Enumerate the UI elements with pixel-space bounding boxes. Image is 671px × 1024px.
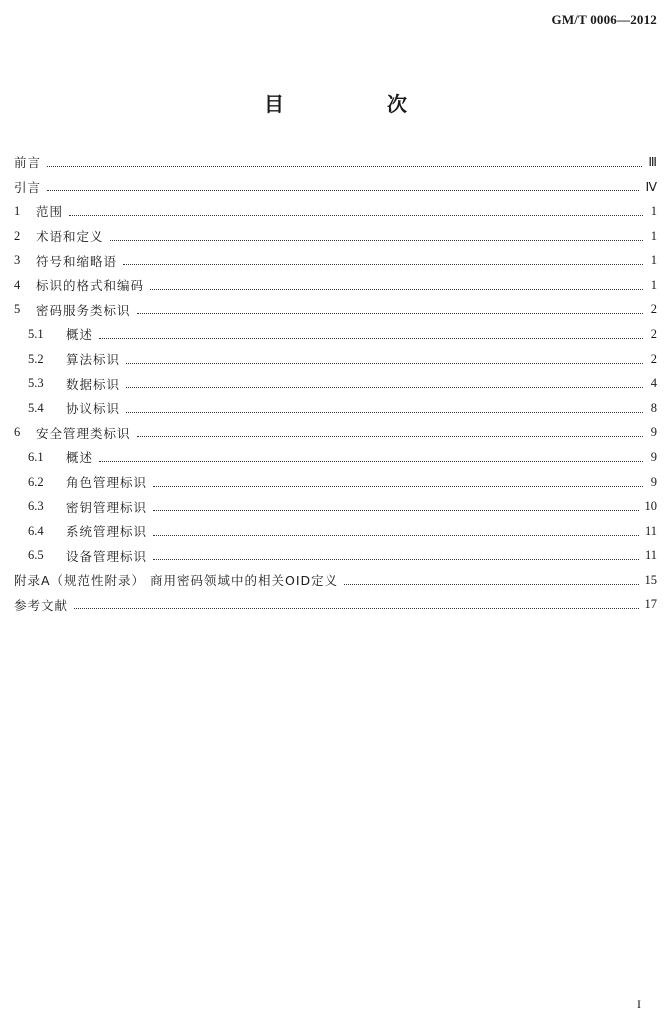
toc-entry-page: 11 [644, 523, 657, 538]
toc-entry-title: 密码服务类标识 [36, 302, 131, 318]
toc-entry-title: 角色管理标识 [66, 475, 148, 491]
toc-entry-page: 11 [644, 548, 657, 563]
toc-entry-number: 4 [14, 277, 21, 292]
toc-entry-page: 9 [650, 449, 657, 464]
toc-entry[interactable] [14, 199, 657, 224]
toc-entry-number: 5 [14, 302, 21, 317]
toc-entry[interactable] [14, 445, 657, 470]
toc-entry-page: 17 [644, 597, 657, 612]
toc-entry-title: 系统管理标识 [66, 524, 148, 540]
toc-entry-page: Ⅲ [648, 155, 657, 170]
toc-leader-dots [110, 240, 643, 241]
toc-entry-page: 1 [650, 277, 657, 292]
toc-entry-page: 10 [644, 499, 657, 514]
toc-entry[interactable] [14, 421, 657, 446]
toc-entry[interactable] [14, 322, 657, 347]
toc-entry-number: 5.4 [28, 400, 44, 415]
toc-leader-dots [153, 559, 639, 560]
toc-entry-title: 算法标识 [66, 352, 121, 368]
toc-entry-page: 1 [650, 253, 657, 268]
table-of-contents [14, 150, 657, 617]
toc-entry[interactable] [14, 298, 657, 323]
toc-leader-dots [153, 510, 638, 511]
toc-leader-dots [126, 412, 643, 413]
toc-entry-page: 15 [644, 572, 657, 587]
toc-leader-dots [153, 486, 643, 487]
toc-entry-page: 8 [650, 400, 657, 415]
toc-entry-title: 概述 [66, 327, 94, 343]
toc-leader-dots [74, 608, 638, 609]
toc-entry[interactable] [14, 470, 657, 495]
toc-leader-dots [47, 190, 639, 191]
toc-entry-title: 范围 [36, 204, 64, 220]
toc-leader-dots [126, 387, 643, 388]
toc-entry-title: 安全管理类标识 [36, 425, 131, 441]
toc-entry-title: 密钥管理标识 [66, 499, 148, 515]
toc-entry[interactable] [14, 150, 657, 175]
toc-leader-dots [137, 313, 643, 314]
toc-entry-page: 1 [650, 203, 657, 218]
toc-entry[interactable] [14, 568, 657, 593]
toc-entry-title: 术语和定义 [36, 229, 104, 245]
toc-leader-dots [344, 584, 638, 585]
toc-leader-dots [47, 166, 642, 167]
toc-entry-title: 附录A（规范性附录） 商用密码领域中的相关OID定义 [14, 573, 339, 589]
toc-entry-page: Ⅳ [645, 179, 657, 194]
toc-leader-dots [126, 363, 643, 364]
toc-entry[interactable] [14, 175, 657, 200]
toc-entry-number: 2 [14, 228, 21, 243]
toc-entry-title: 概述 [66, 450, 94, 466]
page-number: I [637, 997, 641, 1011]
toc-entry-title: 引言 [14, 179, 42, 195]
toc-entry[interactable] [14, 519, 657, 544]
toc-entry[interactable] [14, 593, 657, 618]
toc-entry-page: 2 [650, 302, 657, 317]
toc-entry[interactable] [14, 347, 657, 372]
toc-entry-number: 5.2 [28, 351, 44, 366]
toc-entry-number: 6.2 [28, 474, 44, 489]
toc-entry[interactable] [14, 494, 657, 519]
toc-entry-title: 设备管理标识 [66, 548, 148, 564]
page-title: 目 次 [264, 92, 455, 116]
toc-entry[interactable] [14, 224, 657, 249]
toc-entry-title: 参考文献 [14, 597, 69, 613]
toc-entry-number: 6.3 [28, 499, 44, 514]
toc-entry-title: 数据标识 [66, 376, 121, 392]
toc-entry-title: 标识的格式和编码 [36, 278, 145, 294]
toc-entry-title: 前言 [14, 155, 42, 171]
toc-entry-number: 6.5 [28, 548, 44, 563]
toc-entry-title: 协议标识 [66, 401, 121, 417]
toc-leader-dots [137, 436, 643, 437]
toc-leader-dots [69, 215, 643, 216]
toc-entry[interactable] [14, 273, 657, 298]
toc-entry-number: 1 [14, 203, 21, 218]
toc-entry-number: 3 [14, 253, 21, 268]
toc-entry-number: 6 [14, 425, 21, 440]
toc-entry-number: 6.1 [28, 449, 44, 464]
toc-entry-title: 符号和缩略语 [36, 253, 118, 269]
standard-code: GM/T 0006—2012 [551, 12, 657, 27]
toc-entry[interactable] [14, 371, 657, 396]
toc-leader-dots [150, 289, 643, 290]
toc-entry-page: 2 [650, 351, 657, 366]
toc-entry-page: 9 [650, 425, 657, 440]
toc-leader-dots [123, 264, 643, 265]
toc-leader-dots [99, 461, 643, 462]
toc-entry-page: 2 [650, 326, 657, 341]
toc-entry-page: 9 [650, 474, 657, 489]
toc-leader-dots [99, 338, 643, 339]
toc-entry[interactable] [14, 396, 657, 421]
toc-entry-number: 5.1 [28, 326, 44, 341]
toc-entry-number: 6.4 [28, 523, 44, 538]
toc-leader-dots [153, 535, 639, 536]
toc-entry[interactable] [14, 248, 657, 273]
toc-entry[interactable] [14, 544, 657, 569]
toc-entry-page: 4 [650, 376, 657, 391]
toc-entry-number: 5.3 [28, 376, 44, 391]
toc-entry-page: 1 [650, 228, 657, 243]
